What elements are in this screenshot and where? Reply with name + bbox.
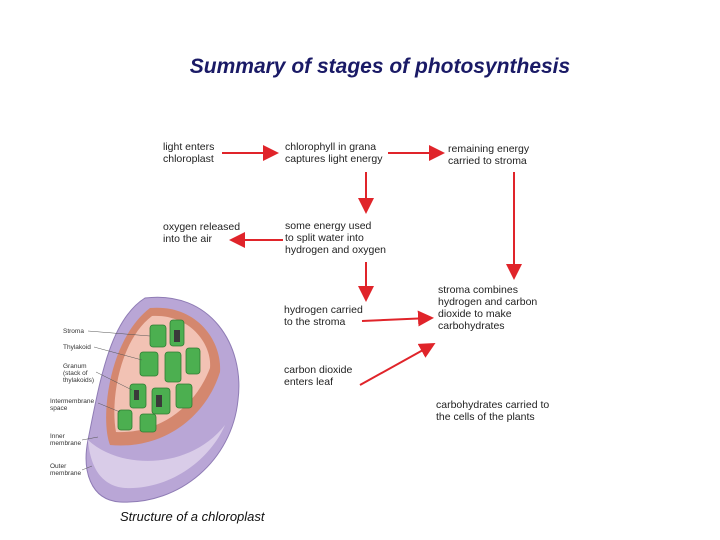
box-stroma-combines: stroma combines hydrogen and carbon dioxide to make carbohydrates: [438, 284, 538, 332]
label-inner-membrane: Inner membrane: [50, 433, 82, 447]
chloroplast-illustration: [82, 297, 239, 502]
label-outer-membrane: Outer membrane: [50, 463, 82, 477]
arrow-hydrogen-to-stroma: [362, 318, 430, 321]
box-split-water: some energy used to split water into hydrogen and oxygen: [285, 220, 386, 256]
label-granum: Granum (stack of thylakoids): [63, 363, 95, 384]
box-light-enters: light enters chloroplast: [163, 141, 215, 165]
label-intermembrane: Intermembrane space: [50, 398, 95, 412]
diagram-title: Summary of stages of photosynthesis: [189, 55, 571, 78]
box-remaining-energy: remaining energy carried to stroma: [448, 143, 530, 167]
box-carbohydrates-carried: carbohydrates carried to the cells of the plants: [436, 399, 550, 423]
label-thylakoid: Thylakoid: [63, 344, 91, 351]
box-chlorophyll: chlorophyll in grana captures light energy: [285, 141, 383, 165]
chloroplast-caption: Structure of a chloroplast: [120, 509, 265, 524]
box-hydrogen-carried: hydrogen carried to the stroma: [284, 304, 363, 328]
label-stroma: Stroma: [63, 328, 84, 335]
arrow-co2-to-stroma: [360, 345, 432, 385]
box-oxygen-released: oxygen released into the air: [163, 221, 241, 245]
box-carbon-dioxide: carbon dioxide enters leaf: [284, 364, 353, 388]
